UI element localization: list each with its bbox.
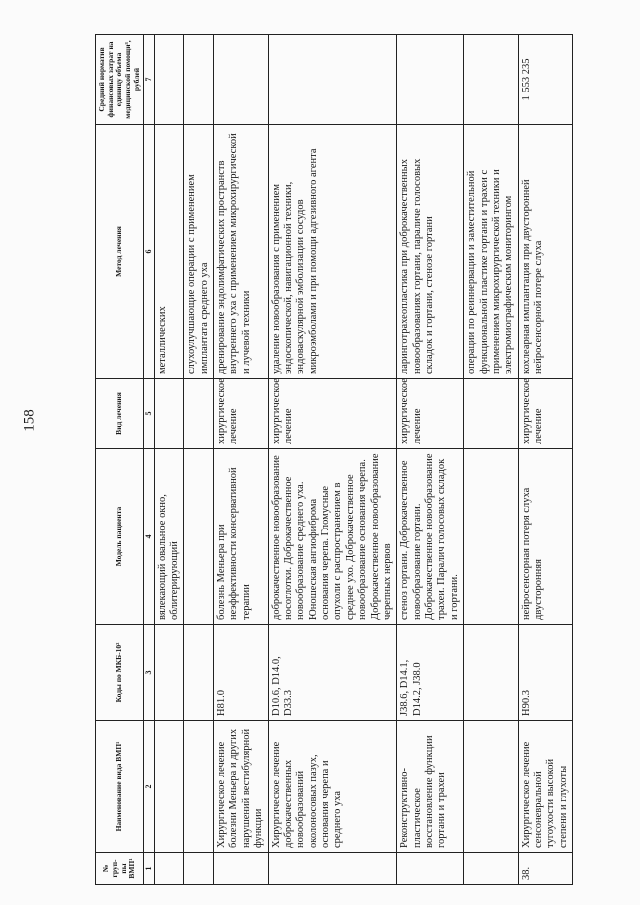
column-number: 7	[144, 35, 154, 125]
cell-codes	[154, 625, 184, 721]
cell-patient-model: болезнь Меньера при неэффективности консервативной терапии	[214, 449, 269, 625]
table-row	[464, 35, 519, 885]
cell-patient-model: вялекающий овальное окно, облитерирующий	[154, 449, 184, 625]
column-number-row	[144, 35, 154, 885]
cell-codes: D10.6, D14.0, D33.3	[268, 625, 397, 721]
cell-treatment-method: ларинготрахеопластика при доброкачественных новообразованиях гортани, параличе голосовых складок и гортани, стенозе гортани	[397, 125, 464, 379]
cell-cost	[184, 35, 214, 125]
column-number: 1	[144, 853, 154, 885]
cell-codes	[184, 625, 214, 721]
header-patient-model: Модель пациента	[96, 449, 144, 625]
cell-group: 38.	[518, 853, 573, 885]
cell-treatment-type	[154, 379, 184, 449]
header-treatment-type: Вид лечения	[96, 379, 144, 449]
cell-group	[268, 853, 397, 885]
cell-group	[184, 853, 214, 885]
cell-vmp-name: Хирургическое лечение доброкачественных новообразований околоносовых пазух, основания черепа и среднего уха	[268, 721, 397, 853]
table-row	[154, 35, 184, 885]
cell-patient-model	[464, 449, 519, 625]
cell-treatment-method: слухоулучшающие операции с применением имплантата среднего уха	[184, 125, 214, 379]
cell-codes: H81.0	[214, 625, 269, 721]
cell-treatment-type: хирургическое лечение	[518, 379, 573, 449]
cell-treatment-method: кохлеарная имплантация при двусторонней нейросенсорной потере слуха	[518, 125, 573, 379]
table-row	[397, 35, 464, 885]
cell-vmp-name	[464, 721, 519, 853]
cell-group	[464, 853, 519, 885]
cell-treatment-method: дренирование эндолимфатических пространств внутреннего уха с применением микрохирургической и лучевой техники	[214, 125, 269, 379]
cell-group	[154, 853, 184, 885]
cell-codes: J38.6, D14.1, D14.2, J38.0	[397, 625, 464, 721]
cell-cost	[464, 35, 519, 125]
cell-vmp-name: Реконструктивно-пластическое восстановление функции гортани и трахеи	[397, 721, 464, 853]
column-number: 3	[144, 625, 154, 721]
cell-vmp-name	[184, 721, 214, 853]
cell-patient-model	[184, 449, 214, 625]
cell-treatment-method: удаление новообразования с применением эндоскопической, навигационной техники, эндоваскулярной эмболизации сосудов микроэмболами и при помощи адгезивного агента	[268, 125, 397, 379]
cell-vmp-name: Хирургическое лечение сенсоневральной тугоухости высокой степени и глухоты	[518, 721, 573, 853]
table-row	[184, 35, 214, 885]
header-treatment-method: Метод лечения	[96, 125, 144, 379]
cell-patient-model: нейросенсорная потеря слуха двусторонняя	[518, 449, 573, 625]
column-number: 4	[144, 449, 154, 625]
cell-treatment-type	[464, 379, 519, 449]
header-codes: Коды по МКБ-10²	[96, 625, 144, 721]
cell-treatment-type	[184, 379, 214, 449]
cell-group	[397, 853, 464, 885]
table-row	[268, 35, 397, 885]
cell-treatment-type: хирургическое лечение	[397, 379, 464, 449]
cell-codes: H90.3	[518, 625, 573, 721]
cell-vmp-name	[154, 721, 184, 853]
cell-patient-model: стеноз гортани. Доброкачественное новообразование гортани. Доброкачественное новообразование трахеи. Паралич голосовых складок и гортани.	[397, 449, 464, 625]
cell-treatment-method: металлических	[154, 125, 184, 379]
column-number: 6	[144, 125, 154, 379]
cell-treatment-type: хирургическое лечение	[214, 379, 269, 449]
rotated-table-area	[95, 35, 569, 885]
cell-cost: 1 553 235	[518, 35, 573, 125]
cell-treatment-method: операции по реиннервации и заместительной функциональной пластике гортани и трахеи с применением микрохирургической техники и электромиографическим мониторингом	[464, 125, 519, 379]
cell-treatment-type: хирургическое лечение	[268, 379, 397, 449]
table-row	[214, 35, 269, 885]
cell-cost	[268, 35, 397, 125]
cell-cost	[397, 35, 464, 125]
table-row	[518, 35, 573, 885]
table-wrapper	[95, 35, 631, 885]
column-number: 2	[144, 721, 154, 853]
cell-vmp-name: Хирургическое лечение болезни Меньера и других нарушений вестибулярной функции	[214, 721, 269, 853]
header-cost: Средний норматив финансовых затрат на единицу объема медицинской помощи³, рублей	[96, 35, 144, 125]
page-number: 158	[21, 409, 38, 432]
header-vmp-name: Наименование вида ВМП¹	[96, 721, 144, 853]
cell-patient-model: доброкачественное новообразование носоглотки. Доброкачественное новообразование среднего уха. Юношеская ангиофиброма основания черепа. Гломусные опухоли с распространением в среднее ухо. Доброкачественное новообразование основания черепа. Доброкачественное новообразование черепных нервов	[268, 449, 397, 625]
header-row	[96, 35, 144, 885]
column-number: 5	[144, 379, 154, 449]
cell-cost	[214, 35, 269, 125]
cell-codes	[464, 625, 519, 721]
vmp-table	[95, 34, 573, 885]
cell-group	[214, 853, 269, 885]
header-group: № груп-пы ВМП¹	[96, 853, 144, 885]
cell-cost	[154, 35, 184, 125]
